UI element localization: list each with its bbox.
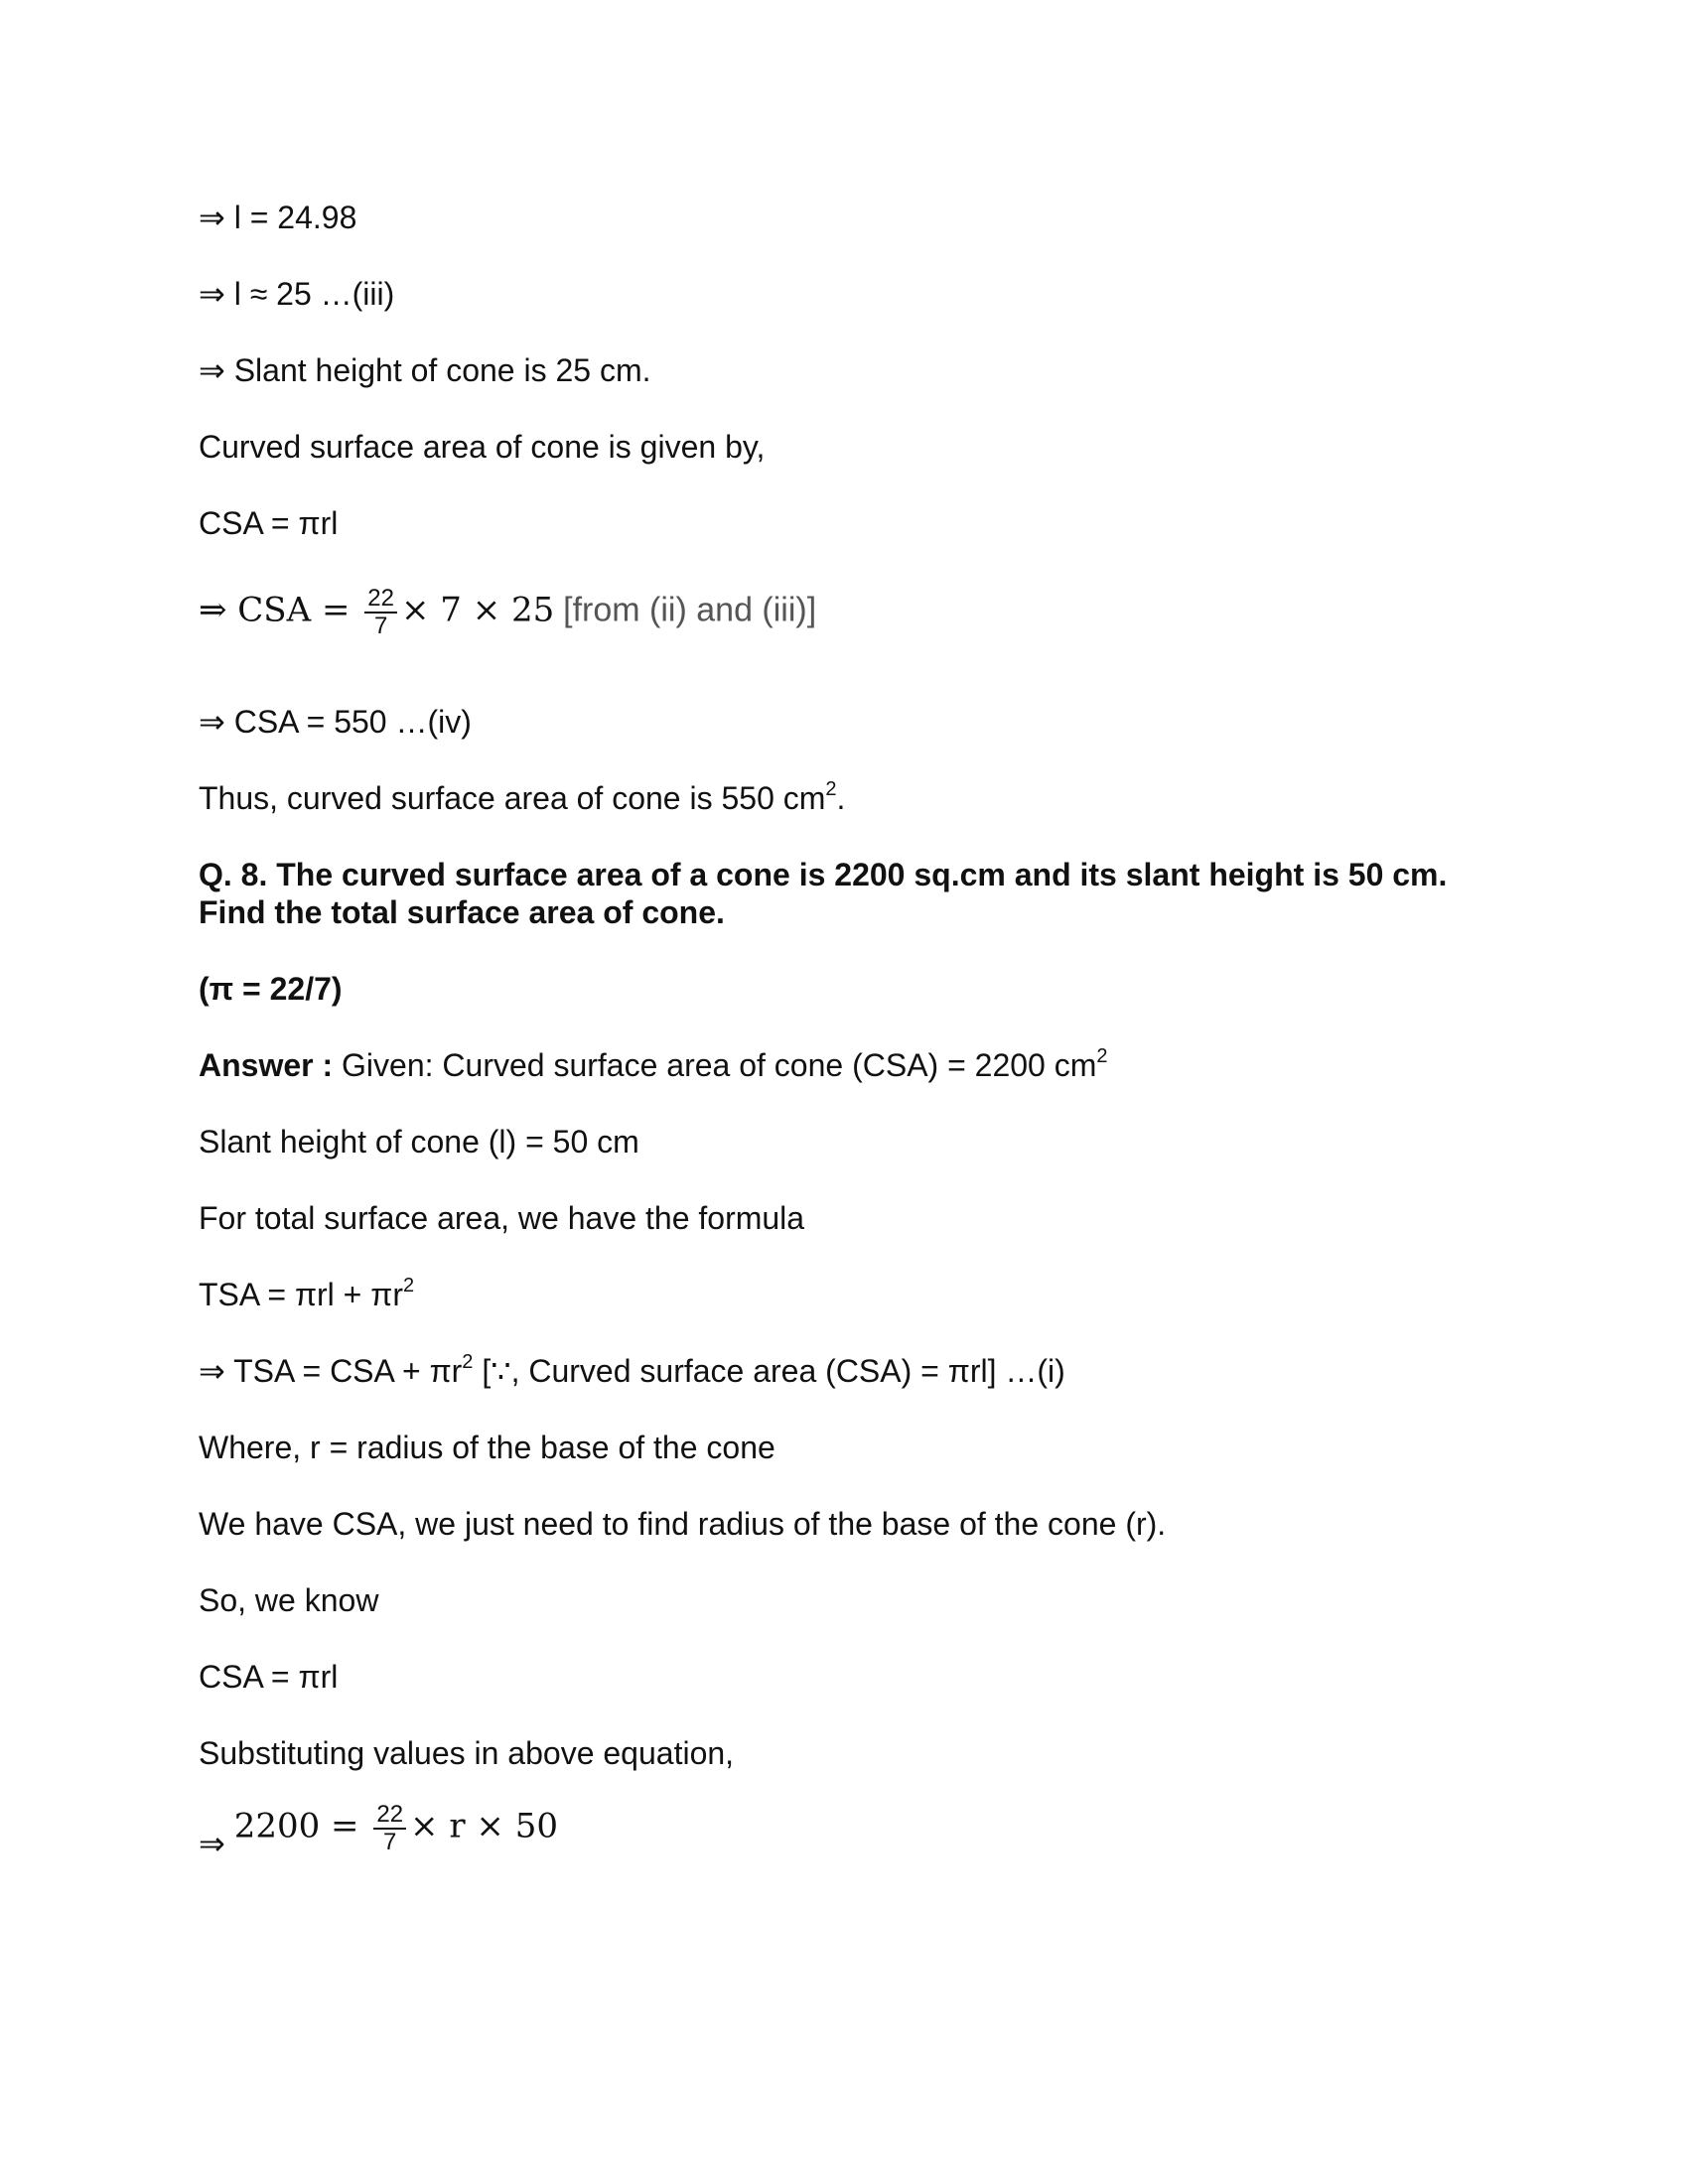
answer-given bbox=[199, 1046, 1108, 1084]
period: . bbox=[836, 780, 846, 816]
tsa-csa-relation bbox=[199, 1352, 1065, 1390]
fraction-denominator: 7 bbox=[383, 1829, 397, 1855]
implies-arrow: ⇒ bbox=[199, 1826, 225, 1862]
given-slant-height: Slant height of cone (l) = 50 cm bbox=[199, 1124, 639, 1160]
superscript: 2 bbox=[462, 1351, 474, 1374]
find-radius: We have CSA, we just need to find radius of the base of the cone (r). bbox=[199, 1506, 1167, 1542]
fraction-denominator: 7 bbox=[373, 613, 388, 639]
fraction-22-7 bbox=[373, 1802, 406, 1855]
radius-eq-prefix: 2200 = bbox=[233, 1806, 370, 1846]
question-8: Q. 8. The curved surface area of a cone is 2200 sq.cm and its slant height is 50 cm. Find the total surface area of cone. bbox=[199, 857, 1448, 930]
csa-conclusion bbox=[199, 779, 845, 817]
tsa-relation-text: ⇒ TSA = CSA + πr bbox=[199, 1353, 463, 1389]
csa-conclusion-text: Thus, curved surface area of cone is 550 cm bbox=[199, 780, 826, 816]
radius-eq-rest: × r × 50 bbox=[410, 1806, 558, 1846]
step-l-approx: ⇒ l ≈ 25 …(iii) bbox=[199, 276, 395, 312]
pi-value: (π = 22/7) bbox=[199, 971, 343, 1007]
tsa-formula-text: TSA = πrl + πr bbox=[199, 1277, 403, 1312]
radius-equation bbox=[199, 1801, 558, 1862]
fraction-numerator: 22 bbox=[373, 1802, 406, 1830]
answer-text: Given: Curved surface area of cone (CSA) = 2200 cm bbox=[333, 1047, 1097, 1083]
tsa-formula bbox=[199, 1276, 414, 1313]
answer-label: Answer : bbox=[199, 1047, 334, 1083]
radius-definition: Where, r = radius of the base of the cone bbox=[199, 1430, 775, 1465]
fraction-numerator: 22 bbox=[364, 586, 397, 614]
substituting-values: Substituting values in above equation, bbox=[199, 1735, 735, 1771]
csa-formula-2: CSA = πrl bbox=[199, 1659, 339, 1695]
fraction-22-7 bbox=[364, 586, 397, 639]
csa-sub-prefix: ⇒ CSA = bbox=[199, 590, 361, 630]
csa-formula: CSA = πrl bbox=[199, 505, 339, 541]
step-l-value: ⇒ l = 24.98 bbox=[199, 200, 357, 235]
superscript: 2 bbox=[825, 778, 837, 801]
superscript: 2 bbox=[402, 1275, 415, 1297]
csa-result: ⇒ CSA = 550 …(iv) bbox=[199, 704, 472, 740]
tsa-intro: For total surface area, we have the formula bbox=[199, 1200, 805, 1236]
csa-sub-note: [from (ii) and (iii)] bbox=[563, 591, 817, 629]
so-we-know: So, we know bbox=[199, 1582, 379, 1618]
csa-intro: Curved surface area of cone is given by, bbox=[199, 429, 766, 465]
tsa-relation-rest: [∵, Curved surface area (CSA) = πrl] …(i) bbox=[473, 1353, 1065, 1389]
csa-substitution bbox=[199, 586, 816, 639]
csa-sub-rest: × 7 × 25 bbox=[400, 590, 555, 630]
superscript: 2 bbox=[1096, 1045, 1108, 1068]
slant-height-statement: ⇒ Slant height of cone is 25 cm. bbox=[199, 352, 651, 388]
